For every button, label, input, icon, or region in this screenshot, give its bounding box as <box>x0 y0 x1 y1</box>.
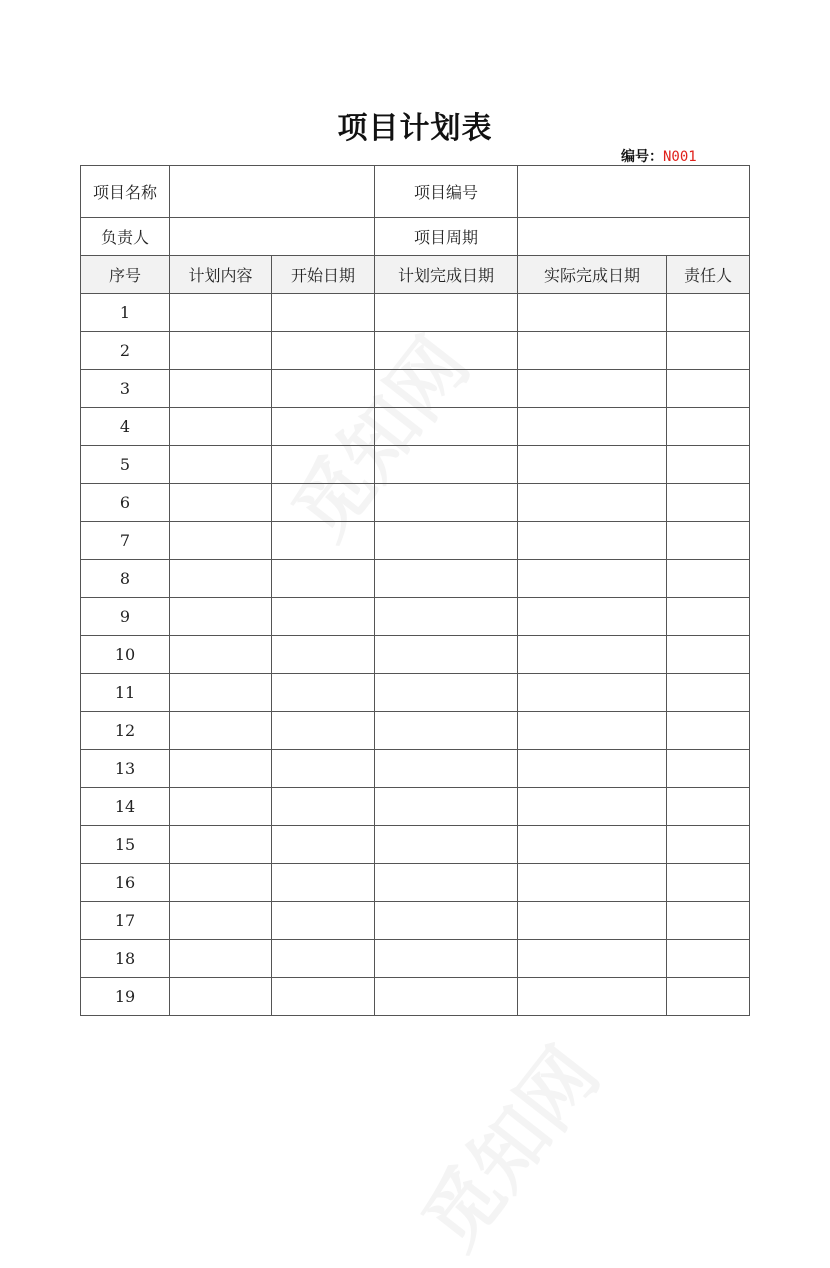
code-label: 编号： <box>621 149 663 165</box>
actual-end-date-cell[interactable] <box>518 294 667 332</box>
planned-end-date-cell[interactable] <box>375 636 518 674</box>
row-index: 7 <box>81 522 170 560</box>
planned-end-date-cell[interactable] <box>375 370 518 408</box>
table-row <box>81 636 750 674</box>
responsible-cell[interactable] <box>667 712 750 750</box>
responsible-cell[interactable] <box>667 674 750 712</box>
plan-content-cell[interactable] <box>170 294 272 332</box>
responsible-cell[interactable] <box>667 940 750 978</box>
actual-end-date-cell[interactable] <box>518 902 667 940</box>
row-index: 11 <box>81 674 170 712</box>
planned-end-date-cell[interactable] <box>375 408 518 446</box>
code-value: N001 <box>663 149 697 165</box>
start-date-cell[interactable] <box>272 332 375 370</box>
actual-end-date-cell[interactable] <box>518 560 667 598</box>
document-code <box>621 146 697 166</box>
start-date-cell[interactable] <box>272 598 375 636</box>
actual-end-date-cell[interactable] <box>518 370 667 408</box>
row-index: 10 <box>81 636 170 674</box>
project-info-row <box>81 166 750 218</box>
plan-content-cell[interactable] <box>170 636 272 674</box>
row-index: 16 <box>81 864 170 902</box>
plan-content-cell[interactable] <box>170 598 272 636</box>
table-row <box>81 978 750 1016</box>
responsible-cell[interactable] <box>667 446 750 484</box>
start-date-cell[interactable] <box>272 864 375 902</box>
plan-content-cell[interactable] <box>170 370 272 408</box>
table-row <box>81 598 750 636</box>
plan-content-cell[interactable] <box>170 902 272 940</box>
actual-end-date-cell[interactable] <box>518 712 667 750</box>
plan-content-cell[interactable] <box>170 788 272 826</box>
plan-content-cell[interactable] <box>170 940 272 978</box>
start-date-cell[interactable] <box>272 978 375 1016</box>
planned-end-date-cell[interactable] <box>375 522 518 560</box>
responsible-cell[interactable] <box>667 598 750 636</box>
table-row <box>81 788 750 826</box>
responsible-cell[interactable] <box>667 332 750 370</box>
row-index: 18 <box>81 940 170 978</box>
col-header-index: 序号 <box>81 256 170 294</box>
start-date-cell[interactable] <box>272 826 375 864</box>
responsible-cell[interactable] <box>667 750 750 788</box>
responsible-cell[interactable] <box>667 826 750 864</box>
actual-end-date-cell[interactable] <box>518 750 667 788</box>
planned-end-date-cell[interactable] <box>375 978 518 1016</box>
planned-end-date-cell[interactable] <box>375 788 518 826</box>
plan-content-cell[interactable] <box>170 712 272 750</box>
row-index: 1 <box>81 294 170 332</box>
owner-row <box>81 218 750 256</box>
actual-end-date-cell[interactable] <box>518 598 667 636</box>
row-index: 19 <box>81 978 170 1016</box>
watermark <box>393 1021 619 1268</box>
plan-table <box>80 165 750 1016</box>
responsible-cell[interactable] <box>667 522 750 560</box>
period-cell[interactable] <box>518 218 750 256</box>
plan-content-cell[interactable] <box>170 674 272 712</box>
planned-end-date-cell[interactable] <box>375 902 518 940</box>
plan-content-cell[interactable] <box>170 484 272 522</box>
table-row <box>81 750 750 788</box>
row-index: 8 <box>81 560 170 598</box>
actual-end-date-cell[interactable] <box>518 826 667 864</box>
planned-end-date-cell[interactable] <box>375 712 518 750</box>
project-name-cell[interactable] <box>170 166 375 218</box>
row-index: 6 <box>81 484 170 522</box>
planned-end-date-cell[interactable] <box>375 864 518 902</box>
responsible-cell[interactable] <box>667 484 750 522</box>
row-index: 2 <box>81 332 170 370</box>
start-date-cell[interactable] <box>272 560 375 598</box>
row-index: 14 <box>81 788 170 826</box>
project-name-label: 项目名称 <box>81 166 170 218</box>
row-index: 13 <box>81 750 170 788</box>
table-row <box>81 864 750 902</box>
row-index: 4 <box>81 408 170 446</box>
responsible-cell[interactable] <box>667 294 750 332</box>
actual-end-date-cell[interactable] <box>518 940 667 978</box>
planned-end-date-cell[interactable] <box>375 446 518 484</box>
row-index: 5 <box>81 446 170 484</box>
actual-end-date-cell[interactable] <box>518 332 667 370</box>
actual-end-date-cell[interactable] <box>518 484 667 522</box>
responsible-cell[interactable] <box>667 864 750 902</box>
start-date-cell[interactable] <box>272 370 375 408</box>
owner-label: 负责人 <box>81 218 170 256</box>
period-label: 项目周期 <box>375 218 518 256</box>
actual-end-date-cell[interactable] <box>518 636 667 674</box>
start-date-cell[interactable] <box>272 636 375 674</box>
col-header-plan-content: 计划内容 <box>170 256 272 294</box>
col-header-planned-end-date: 计划完成日期 <box>375 256 518 294</box>
start-date-cell[interactable] <box>272 940 375 978</box>
planned-end-date-cell[interactable] <box>375 674 518 712</box>
planned-end-date-cell[interactable] <box>375 484 518 522</box>
table-row <box>81 522 750 560</box>
planned-end-date-cell[interactable] <box>375 560 518 598</box>
start-date-cell[interactable] <box>272 294 375 332</box>
actual-end-date-cell[interactable] <box>518 522 667 560</box>
start-date-cell[interactable] <box>272 788 375 826</box>
plan-content-cell[interactable] <box>170 522 272 560</box>
responsible-cell[interactable] <box>667 408 750 446</box>
table-row <box>81 332 750 370</box>
actual-end-date-cell[interactable] <box>518 978 667 1016</box>
planned-end-date-cell[interactable] <box>375 750 518 788</box>
responsible-cell[interactable] <box>667 978 750 1016</box>
responsible-cell[interactable] <box>667 370 750 408</box>
table-row <box>81 826 750 864</box>
table-row <box>81 484 750 522</box>
table-row <box>81 902 750 940</box>
table-row <box>81 560 750 598</box>
planned-end-date-cell[interactable] <box>375 598 518 636</box>
table-row <box>81 940 750 978</box>
col-header-start-date: 开始日期 <box>272 256 375 294</box>
responsible-cell[interactable] <box>667 560 750 598</box>
responsible-cell[interactable] <box>667 902 750 940</box>
start-date-cell[interactable] <box>272 750 375 788</box>
plan-content-cell[interactable] <box>170 446 272 484</box>
table-row <box>81 674 750 712</box>
start-date-cell[interactable] <box>272 446 375 484</box>
plan-content-cell[interactable] <box>170 864 272 902</box>
col-header-actual-end-date: 实际完成日期 <box>518 256 667 294</box>
table-row <box>81 294 750 332</box>
plan-content-cell[interactable] <box>170 332 272 370</box>
planned-end-date-cell[interactable] <box>375 940 518 978</box>
table-row <box>81 408 750 446</box>
actual-end-date-cell[interactable] <box>518 408 667 446</box>
actual-end-date-cell[interactable] <box>518 864 667 902</box>
table-row <box>81 370 750 408</box>
table-row <box>81 712 750 750</box>
project-number-label: 项目编号 <box>375 166 518 218</box>
responsible-cell[interactable] <box>667 788 750 826</box>
start-date-cell[interactable] <box>272 674 375 712</box>
row-index: 3 <box>81 370 170 408</box>
planned-end-date-cell[interactable] <box>375 826 518 864</box>
row-index: 9 <box>81 598 170 636</box>
start-date-cell[interactable] <box>272 902 375 940</box>
plan-content-cell[interactable] <box>170 750 272 788</box>
project-number-cell[interactable] <box>518 166 750 218</box>
start-date-cell[interactable] <box>272 408 375 446</box>
responsible-cell[interactable] <box>667 636 750 674</box>
actual-end-date-cell[interactable] <box>518 674 667 712</box>
table-row <box>81 446 750 484</box>
plan-content-cell[interactable] <box>170 408 272 446</box>
plan-content-cell[interactable] <box>170 560 272 598</box>
actual-end-date-cell[interactable] <box>518 788 667 826</box>
owner-cell[interactable] <box>170 218 375 256</box>
plan-content-cell[interactable] <box>170 978 272 1016</box>
start-date-cell[interactable] <box>272 712 375 750</box>
planned-end-date-cell[interactable] <box>375 294 518 332</box>
table-header-row <box>81 256 750 294</box>
plan-content-cell[interactable] <box>170 826 272 864</box>
row-index: 15 <box>81 826 170 864</box>
row-index: 17 <box>81 902 170 940</box>
col-header-responsible: 责任人 <box>667 256 750 294</box>
planned-end-date-cell[interactable] <box>375 332 518 370</box>
start-date-cell[interactable] <box>272 522 375 560</box>
page-title: 项目计划表 <box>337 111 493 146</box>
actual-end-date-cell[interactable] <box>518 446 667 484</box>
row-index: 12 <box>81 712 170 750</box>
start-date-cell[interactable] <box>272 484 375 522</box>
